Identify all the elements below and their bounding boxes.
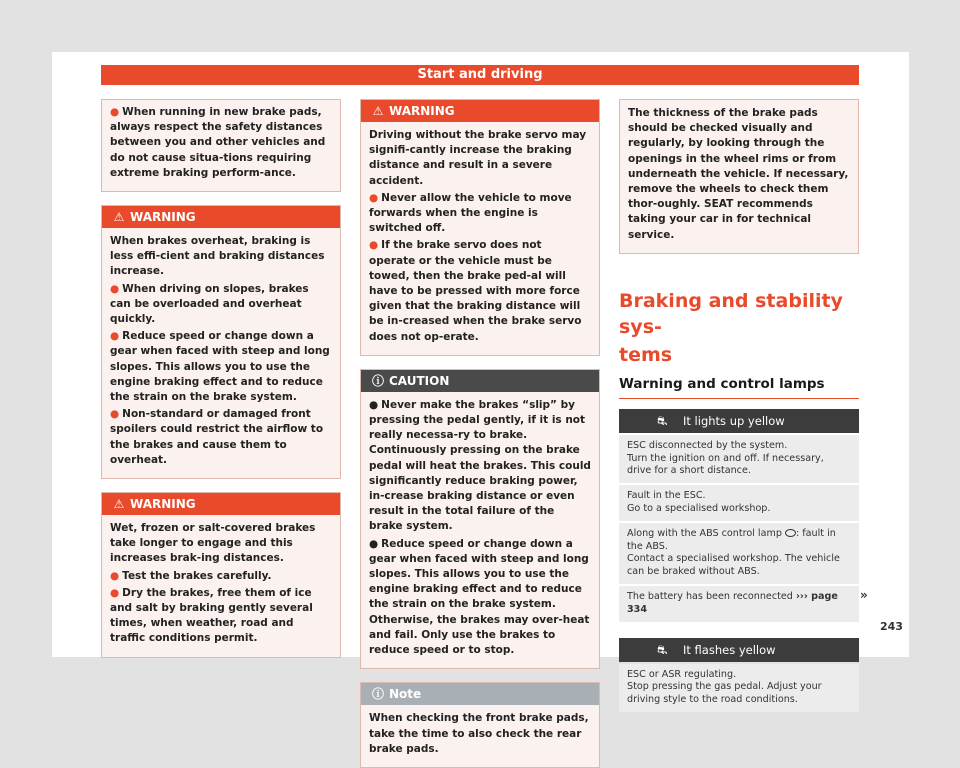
lamp-row: ESC disconnected by the system. Turn the ignition on and off. If necessary, drive for a short distance. xyxy=(619,435,859,483)
bullet-icon: ● xyxy=(110,106,120,118)
lamp-heading: ⛐ It lights up yellow xyxy=(619,409,859,433)
bullet-icon: ● xyxy=(110,282,120,295)
caution-item: Reduce speed or change down a gear when faced with steep and long slopes. This allows you to use the engine braking effect and to reduce the strain on the brake system. Otherwise, the brakes may over-heat and fail. Only use the brakes to reduce speed or to stop. xyxy=(369,537,590,657)
warning-intro: Driving without the brake servo may signifi-cantly increase the braking distance and result in a severe accident. xyxy=(369,129,587,187)
caution-circle-icon: ⓘ xyxy=(371,373,384,388)
bullet-icon: ● xyxy=(369,239,379,252)
lamp-row: The battery has been reconnected ››› page 334 xyxy=(619,586,859,622)
bullet-icon: ● xyxy=(369,398,379,411)
note-title: ⓘ Note xyxy=(361,683,599,705)
note-text: When checking the front brake pads, take the time to also check the rear brake pads. xyxy=(369,712,589,755)
middle-column xyxy=(360,99,600,768)
lamp-table-flashes xyxy=(619,638,859,712)
warning-triangle-icon: ⚠ xyxy=(372,104,384,118)
intro-box xyxy=(101,99,341,192)
warning-item: Never allow the vehicle to move forwards when the engine is switched off. xyxy=(369,191,572,235)
bullet-icon: ● xyxy=(369,537,379,550)
lamp-heading: ⛐ It flashes yellow xyxy=(619,638,859,662)
warning-item: Non-standard or damaged front spoilers could restrict the airflow to the brakes and cause them to overheat. xyxy=(110,408,324,466)
left-column xyxy=(101,99,341,658)
warning-item: Dry the brakes, free them of ice and salt by braking gently several times, when weather, road and traffic conditions permit. xyxy=(110,586,313,645)
bullet-icon: ● xyxy=(110,408,120,421)
lamp-row: ESC or ASR regulating. Stop pressing the gas pedal. Adjust your driving style to the road conditions. xyxy=(619,664,859,712)
bullet-icon: ● xyxy=(110,330,120,343)
warning-box-wet-brakes xyxy=(101,492,341,658)
lamp-table-lights-up xyxy=(619,409,859,622)
warning-item: When driving on slopes, brakes can be overloaded and overheat quickly. xyxy=(110,282,309,326)
section-title: Braking and stability sys- tems xyxy=(619,289,843,366)
warning-box-overheat xyxy=(101,205,341,479)
page-number: 243 xyxy=(880,620,903,633)
right-column xyxy=(619,99,859,712)
abs-lamp-icon xyxy=(785,529,796,537)
page-header: Start and driving xyxy=(101,65,859,85)
bullet-icon: ● xyxy=(110,586,120,599)
esc-lamp-icon: ⛐ xyxy=(657,642,668,657)
info-box-text: The thickness of the brake pads should be checked visually and regularly, by looking through the openings in the wheel rims or from underneath the vehicle. If necessary, remove the wheels to check them thor-oughly. SEAT recommends taking your car in for technical service. xyxy=(628,107,849,241)
warning-triangle-icon: ⚠ xyxy=(113,210,125,225)
caution-box xyxy=(360,369,600,669)
info-icon: ⓘ xyxy=(371,687,384,702)
subsection-title: Warning and control lamps xyxy=(619,376,859,399)
brake-pad-info-box xyxy=(619,99,859,254)
warning-title: ⚠ WARNING xyxy=(102,493,340,515)
warning-title: ⚠ WARNING xyxy=(361,100,599,122)
note-box xyxy=(360,682,600,768)
warning-title: ⚠ WARNING xyxy=(102,206,340,228)
caution-title: ⓘ CAUTION xyxy=(361,370,599,392)
continue-mark: » xyxy=(860,588,868,602)
warning-item: If the brake servo does not operate or the vehicle must be towed, then the brake ped-al will have to be pressed with more force given that the braking distance will be in-creased when the brake servo does not op-erate. xyxy=(369,239,582,343)
bullet-icon: ● xyxy=(369,191,379,204)
warning-intro: Wet, frozen or salt-covered brakes take longer to engage and this increases brak-ing distances. xyxy=(110,522,316,565)
intro-bullet-text: When running in new brake pads, always respect the safety distances between you and other vehicles and do not cause situa-tions requiring extreme braking perform-ance. xyxy=(110,106,326,179)
warning-intro: When brakes overheat, braking is less effi-cient and braking distances increase. xyxy=(110,235,325,278)
lamp-row: Along with the ABS control lamp : fault in the ABS. Contact a specialised workshop. The vehicle can be braked without ABS. xyxy=(619,523,859,584)
warning-triangle-icon: ⚠ xyxy=(113,497,125,512)
warning-item: Test the brakes carefully. xyxy=(122,569,272,582)
caution-item: Never make the brakes “slip” by pressing the pedal gently, if it is not really necessa-ry to brake. Continuously pressing on the brake pedal will heat the brakes. This could significantly reduce braking power, in-crease braking distance or even result in the total failure of the brake system. xyxy=(369,398,591,533)
warning-box-brake-servo xyxy=(360,99,600,356)
warning-item: Reduce speed or change down a gear when faced with steep and long slopes. This allows you to use the engine braking effect and to reduce the strain on the brake system. xyxy=(110,330,330,404)
bullet-icon: ● xyxy=(110,569,120,582)
esc-lamp-icon: ⛐ xyxy=(657,413,668,428)
lamp-row: Fault in the ESC. Go to a specialised workshop. xyxy=(619,485,859,521)
page-reference-link[interactable]: ››› page 334 xyxy=(627,591,838,615)
